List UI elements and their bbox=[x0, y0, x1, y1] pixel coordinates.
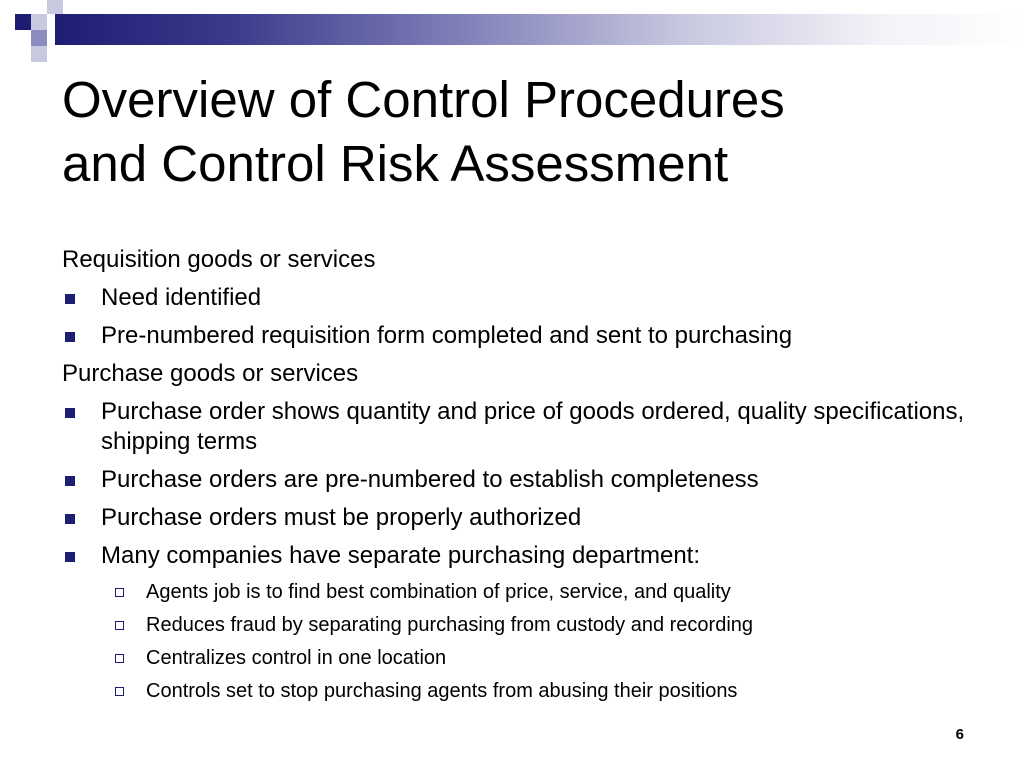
decorative-square bbox=[31, 30, 47, 46]
bullet-text: Agents job is to find best combination of price, service, and quality bbox=[146, 581, 731, 603]
sub-bullet-item bbox=[62, 645, 982, 671]
sub-bullet-item bbox=[62, 678, 982, 704]
bullet-text: Need identified bbox=[101, 284, 262, 311]
slide-title-line: Overview of Control Procedures bbox=[62, 71, 785, 128]
hollow-square-bullet-icon bbox=[115, 621, 124, 630]
bullet-text: Purchase orders are pre-numbered to establish completeness bbox=[101, 466, 759, 493]
bullet-text: Requisition goods or services bbox=[62, 246, 376, 273]
bullet-item bbox=[62, 503, 982, 533]
sub-bullet-item bbox=[62, 579, 982, 605]
header-gradient-band bbox=[55, 14, 1024, 45]
square-bullet-icon bbox=[65, 332, 75, 342]
bullet-text: Many companies have separate purchasing department: bbox=[101, 542, 701, 569]
page-number: 6 bbox=[955, 726, 964, 743]
decorative-square bbox=[47, 0, 63, 14]
bullet-text: Purchase orders must be properly authorized bbox=[101, 504, 582, 531]
sub-bullet-item bbox=[62, 612, 982, 638]
square-bullet-icon bbox=[65, 514, 75, 524]
slide-title-line: and Control Risk Assessment bbox=[62, 135, 729, 192]
hollow-square-bullet-icon bbox=[115, 687, 124, 696]
decorative-square bbox=[31, 46, 47, 62]
bullet-item bbox=[62, 465, 982, 495]
bullet-text: Centralizes control in one location bbox=[146, 647, 447, 669]
hollow-square-bullet-icon bbox=[115, 654, 124, 663]
slide-body-list bbox=[62, 245, 982, 711]
section-heading bbox=[62, 359, 982, 389]
bullet-text: Reduces fraud by separating purchasing from custody and recording bbox=[146, 614, 754, 636]
decorative-square bbox=[31, 14, 47, 30]
bullet-text: Purchase order shows quantity and price of goods ordered, quality specifications, shipping terms bbox=[101, 398, 965, 455]
square-bullet-icon bbox=[65, 552, 75, 562]
section-heading bbox=[62, 245, 982, 275]
square-bullet-icon bbox=[65, 294, 75, 304]
slide-title bbox=[62, 68, 962, 196]
bullet-item bbox=[62, 321, 982, 351]
bullet-item bbox=[62, 397, 982, 457]
bullet-text: Purchase goods or services bbox=[62, 360, 359, 387]
decorative-square bbox=[15, 14, 31, 30]
square-bullet-icon bbox=[65, 476, 75, 486]
decorative-square bbox=[15, 30, 31, 46]
bullet-text: Pre-numbered requisition form completed and sent to purchasing bbox=[101, 322, 793, 349]
hollow-square-bullet-icon bbox=[115, 588, 124, 597]
square-bullet-icon bbox=[65, 408, 75, 418]
bullet-item bbox=[62, 283, 982, 313]
bullet-text: Controls set to stop purchasing agents from abusing their positions bbox=[146, 680, 738, 702]
bullet-item bbox=[62, 541, 982, 571]
